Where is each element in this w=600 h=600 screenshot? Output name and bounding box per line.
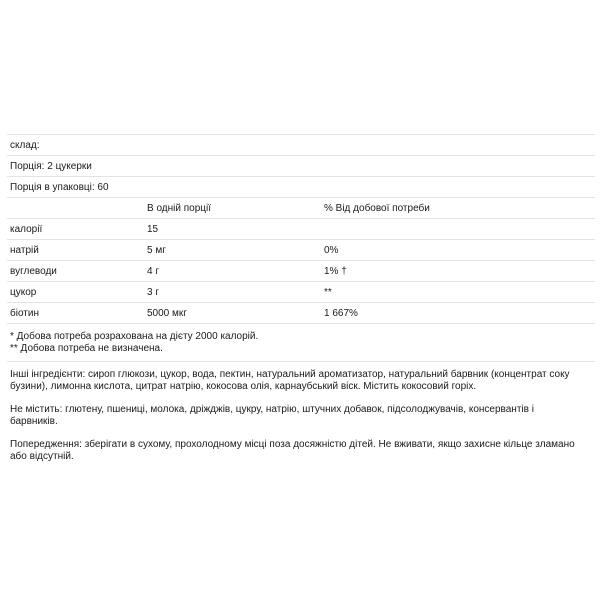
nutrient-row-sugar <box>7 281 595 302</box>
nutrient-row-biotin <box>7 302 595 323</box>
nutrient-daily-value: 1% † <box>324 266 347 277</box>
serving-size-row <box>7 155 595 176</box>
facts-header-row <box>7 197 595 218</box>
nutrient-amount: 3 г <box>147 287 159 298</box>
nutrient-name: цукор <box>10 287 37 298</box>
supplement-facts-panel <box>7 134 595 474</box>
servings-per-container-row <box>7 176 595 197</box>
free-from: Не містить: глютену, пшениці, молока, дріжджів, цукру, натрію, штучних добавок, підсолоджувачів, консервантів і барвників. <box>10 404 534 427</box>
footnote-daily-value: * Добова потреба розрахована на дієту 2000 калорій. <box>10 331 259 342</box>
other-ingredients: Інші інгредієнти: сироп глюкози, цукор, вода, пектин, натуральний ароматизатор, натуральний барвник (концентрат соку бузини), лимонна кислота, цитрат натрію, кокосова олія, карнаубський віск. Містить кокосовий горіх. <box>10 369 570 392</box>
nutrient-amount: 15 <box>147 224 159 235</box>
servings-per-container: Порція в упаковці: 60 <box>10 182 109 193</box>
nutrient-daily-value: 1 667% <box>324 308 358 319</box>
warning: Попередження: зберігати в сухому, прохолодному місці поза досяжністю дітей. Не вживати, якщо захисне кільце зламано або відсутній. <box>10 439 575 462</box>
daily-value-header: % Від добової потреби <box>324 203 430 214</box>
nutrient-daily-value: 0% <box>324 245 339 256</box>
nutrient-daily-value: ** <box>324 287 332 298</box>
serving-size: Порція: 2 цукерки <box>10 161 92 172</box>
nutrient-amount: 4 г <box>147 266 159 277</box>
nutrient-row-carbohydrates <box>7 260 595 281</box>
nutrient-amount: 5 мг <box>147 245 166 256</box>
product-info <box>7 361 595 463</box>
facts-footnotes <box>7 323 595 361</box>
nutrient-name: калорії <box>10 224 43 235</box>
nutrient-name: вуглеводи <box>10 266 57 277</box>
nutrient-row-calories <box>7 218 595 239</box>
per-serving-header: В одній порції <box>147 203 211 214</box>
nutrient-row-sodium <box>7 239 595 260</box>
footnote-not-established: ** Добова потреба не визначена. <box>10 343 163 354</box>
nutrient-name: натрій <box>10 245 39 256</box>
facts-title: склад: <box>10 140 40 151</box>
nutrient-name: біотин <box>10 308 39 319</box>
nutrient-amount: 5000 мкг <box>147 308 187 319</box>
facts-title-row <box>7 134 595 155</box>
